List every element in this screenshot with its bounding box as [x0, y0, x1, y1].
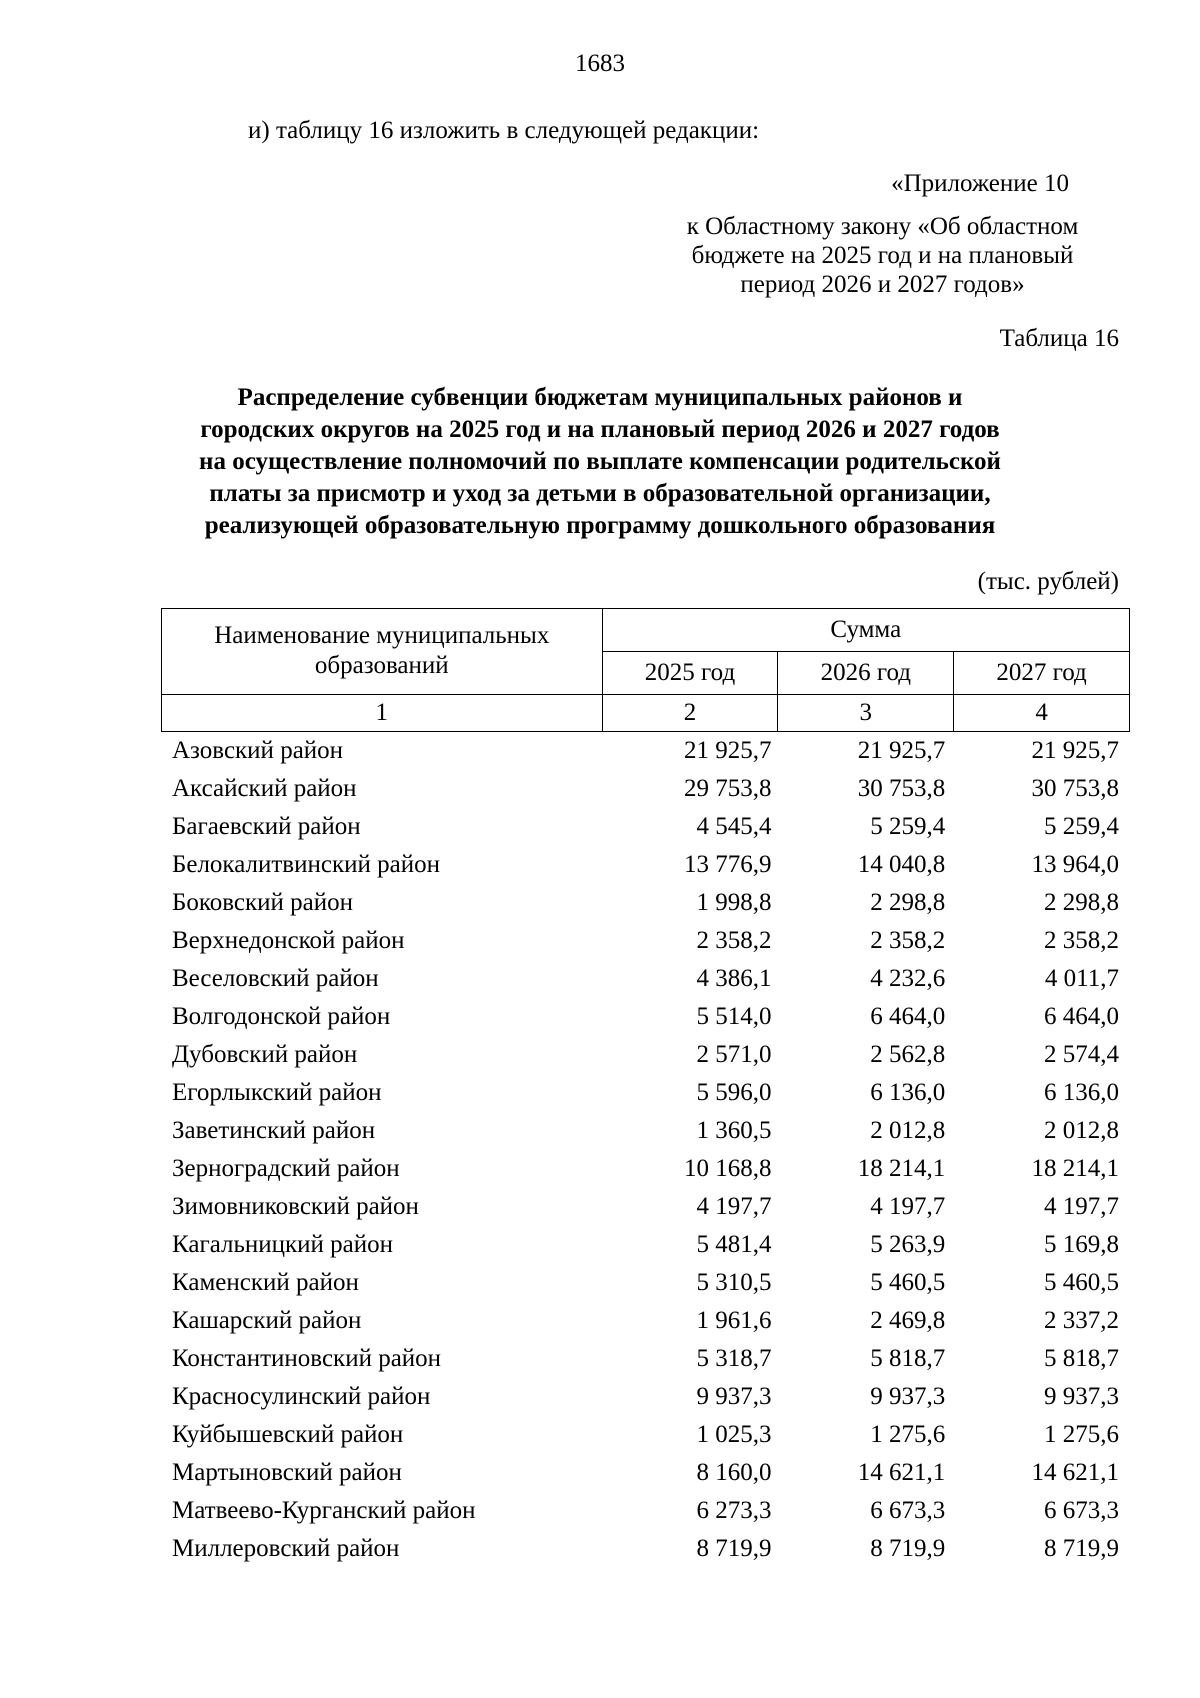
value-2025: 4 545,4: [696, 813, 772, 840]
municipality-name: Дубовский район: [172, 1041, 358, 1068]
value-2027: 6 464,0: [1043, 1003, 1119, 1030]
units-label: (тыс. рублей): [977, 568, 1119, 595]
municipality-name: Кашарский район: [172, 1307, 362, 1334]
value-2025: 5 481,4: [696, 1231, 772, 1258]
appendix-ref-line: период 2026 и 2027 годов»: [740, 271, 1025, 298]
municipality-name: Боковский район: [172, 889, 353, 916]
value-2026: 6 136,0: [870, 1079, 946, 1106]
value-2027: 21 925,7: [1031, 737, 1119, 764]
value-2025: 29 753,8: [683, 775, 772, 802]
municipality-name: Веселовский район: [172, 965, 379, 992]
value-2026: 6 673,3: [870, 1497, 946, 1524]
value-2026: 5 259,4: [870, 813, 946, 840]
title-line: Распределение субвенции бюджетам муниципальных районов и: [237, 384, 963, 411]
value-2025: 2 358,2: [696, 927, 772, 954]
value-2026: 9 937,3: [870, 1383, 946, 1410]
municipality-name: Мартыновский район: [172, 1459, 402, 1486]
value-2025: 2 571,0: [696, 1041, 772, 1068]
municipality-name: Волгодонской район: [172, 1003, 391, 1030]
table-row: [161, 1492, 1130, 1530]
municipality-name: Зерноградский район: [172, 1155, 400, 1182]
value-2027: 8 719,9: [1043, 1535, 1119, 1562]
table-row: [161, 1188, 1130, 1226]
table-row: [161, 1530, 1130, 1568]
municipality-name: Константиновский район: [172, 1345, 442, 1372]
value-2025: 21 925,7: [683, 737, 772, 764]
value-2027: 2 358,2: [1043, 927, 1119, 954]
header-sum-cell: Сумма: [602, 609, 1129, 652]
title-line: платы за присмотр и уход за детьми в образовательной организации,: [209, 480, 991, 507]
column-number: 1: [162, 695, 603, 732]
value-2027: 4 197,7: [1043, 1193, 1119, 1220]
column-number: 3: [778, 695, 954, 732]
value-2025: 5 596,0: [696, 1079, 772, 1106]
municipality-name: Красносулинский район: [172, 1383, 431, 1410]
table-label: Таблица 16: [999, 325, 1119, 352]
value-2027: 18 214,1: [1031, 1155, 1119, 1182]
document-title: [100, 382, 1100, 542]
value-2027: 14 621,1: [1031, 1459, 1119, 1486]
table-row: [161, 1150, 1130, 1188]
header-year-2025: 2025 год: [602, 652, 778, 695]
value-2025: 1 961,6: [696, 1307, 772, 1334]
table-header: [161, 608, 1130, 732]
table-row: [161, 998, 1130, 1036]
title-line: на осуществление полномочий по выплате компенсации родительской: [199, 448, 1001, 475]
table-row: [161, 1302, 1130, 1340]
value-2025: 1 025,3: [696, 1421, 772, 1448]
table-row: [161, 1112, 1130, 1150]
value-2025: 1 360,5: [696, 1117, 772, 1144]
value-2026: 2 298,8: [870, 889, 946, 916]
value-2025: 5 514,0: [696, 1003, 772, 1030]
value-2025: 8 719,9: [696, 1535, 772, 1562]
municipality-name: Каменский район: [172, 1269, 359, 1296]
value-2026: 4 197,7: [870, 1193, 946, 1220]
table-row: [161, 1416, 1130, 1454]
value-2027: 2 298,8: [1043, 889, 1119, 916]
municipality-name: Заветинский район: [172, 1117, 376, 1144]
value-2026: 30 753,8: [857, 775, 946, 802]
value-2026: 6 464,0: [870, 1003, 946, 1030]
value-2026: 5 818,7: [870, 1345, 946, 1372]
header-name-line: Наименование муниципальных: [214, 622, 550, 649]
value-2026: 2 469,8: [870, 1307, 946, 1334]
value-2026: 5 263,9: [870, 1231, 946, 1258]
value-2026: 14 621,1: [857, 1459, 946, 1486]
header-name-cell: [162, 609, 603, 695]
value-2027: 2 574,4: [1043, 1041, 1119, 1068]
value-2026: 2 562,8: [870, 1041, 946, 1068]
municipality-name: Матвеево-Курганский район: [172, 1497, 476, 1524]
appendix-ref-line: к Областному закону «Об областном: [686, 213, 1079, 240]
value-2026: 8 719,9: [870, 1535, 946, 1562]
municipality-name: Миллеровский район: [172, 1535, 400, 1562]
municipality-name: Зимовниковский район: [172, 1193, 419, 1220]
municipality-name: Аксайский район: [172, 775, 357, 802]
value-2025: 5 310,5: [696, 1269, 772, 1296]
table-row: [161, 770, 1130, 808]
value-2027: 5 460,5: [1043, 1269, 1119, 1296]
value-2027: 2 337,2: [1043, 1307, 1119, 1334]
value-2026: 5 460,5: [870, 1269, 946, 1296]
value-2027: 13 964,0: [1031, 851, 1119, 878]
value-2026: 14 040,8: [857, 851, 946, 878]
value-2027: 5 259,4: [1043, 813, 1119, 840]
table-row: [161, 846, 1130, 884]
value-2027: 1 275,6: [1043, 1421, 1119, 1448]
value-2027: 6 673,3: [1043, 1497, 1119, 1524]
value-2026: 4 232,6: [870, 965, 946, 992]
municipality-name: Куйбышевский район: [172, 1421, 404, 1448]
table-row: [161, 732, 1130, 770]
municipality-name: Егорлыкский район: [172, 1079, 382, 1106]
value-2025: 4 386,1: [696, 965, 772, 992]
page-number: 1683: [575, 50, 625, 77]
title-line: городских округов на 2025 год и на плановый период 2026 и 2027 годов: [200, 416, 1000, 443]
header-year-2027: 2027 год: [954, 652, 1130, 695]
table-row: [161, 884, 1130, 922]
appendix-reference: [640, 212, 1125, 299]
header-year-2026: 2026 год: [778, 652, 954, 695]
value-2025: 5 318,7: [696, 1345, 772, 1372]
value-2025: 1 998,8: [696, 889, 772, 916]
table-row: [161, 1036, 1130, 1074]
table-row: [161, 1340, 1130, 1378]
value-2027: 5 818,7: [1043, 1345, 1119, 1372]
value-2026: 2 358,2: [870, 927, 946, 954]
table-row: [161, 960, 1130, 998]
municipality-name: Азовский район: [172, 737, 344, 764]
table-body: [161, 732, 1130, 1568]
value-2025: 9 937,3: [696, 1383, 772, 1410]
municipality-name: Белокалитвинский район: [172, 851, 440, 878]
title-line: реализующей образовательную программу дошкольного образования: [204, 512, 996, 539]
value-2025: 8 160,0: [696, 1459, 772, 1486]
municipality-name: Багаевский район: [172, 813, 361, 840]
value-2025: 6 273,3: [696, 1497, 772, 1524]
table-row: [161, 922, 1130, 960]
value-2026: 18 214,1: [857, 1155, 946, 1182]
table-row: [161, 1074, 1130, 1112]
municipality-name: Кагальницкий район: [172, 1231, 394, 1258]
column-number: 2: [602, 695, 778, 732]
value-2025: 4 197,7: [696, 1193, 772, 1220]
value-2027: 4 011,7: [1044, 965, 1119, 992]
value-2026: 21 925,7: [857, 737, 946, 764]
table-row: [161, 1226, 1130, 1264]
appendix-ref-line: бюджете на 2025 год и на плановый: [691, 242, 1074, 269]
value-2025: 10 168,8: [683, 1155, 772, 1182]
table-row: [161, 1378, 1130, 1416]
value-2027: 2 012,8: [1043, 1117, 1119, 1144]
header-name-line: образований: [314, 652, 449, 679]
table-row: [161, 1454, 1130, 1492]
value-2027: 9 937,3: [1043, 1383, 1119, 1410]
table-row: [161, 808, 1130, 846]
value-2027: 5 169,8: [1043, 1231, 1119, 1258]
table-row: [161, 1264, 1130, 1302]
value-2027: 6 136,0: [1043, 1079, 1119, 1106]
value-2027: 30 753,8: [1031, 775, 1119, 802]
value-2026: 2 012,8: [870, 1117, 946, 1144]
appendix-title: «Приложение 10: [891, 170, 1069, 197]
column-number: 4: [954, 695, 1130, 732]
value-2025: 13 776,9: [683, 851, 772, 878]
municipality-name: Верхнедонской район: [172, 927, 405, 954]
instruction-text: и) таблицу 16 изложить в следующей редакции:: [248, 117, 760, 144]
value-2026: 1 275,6: [870, 1421, 946, 1448]
